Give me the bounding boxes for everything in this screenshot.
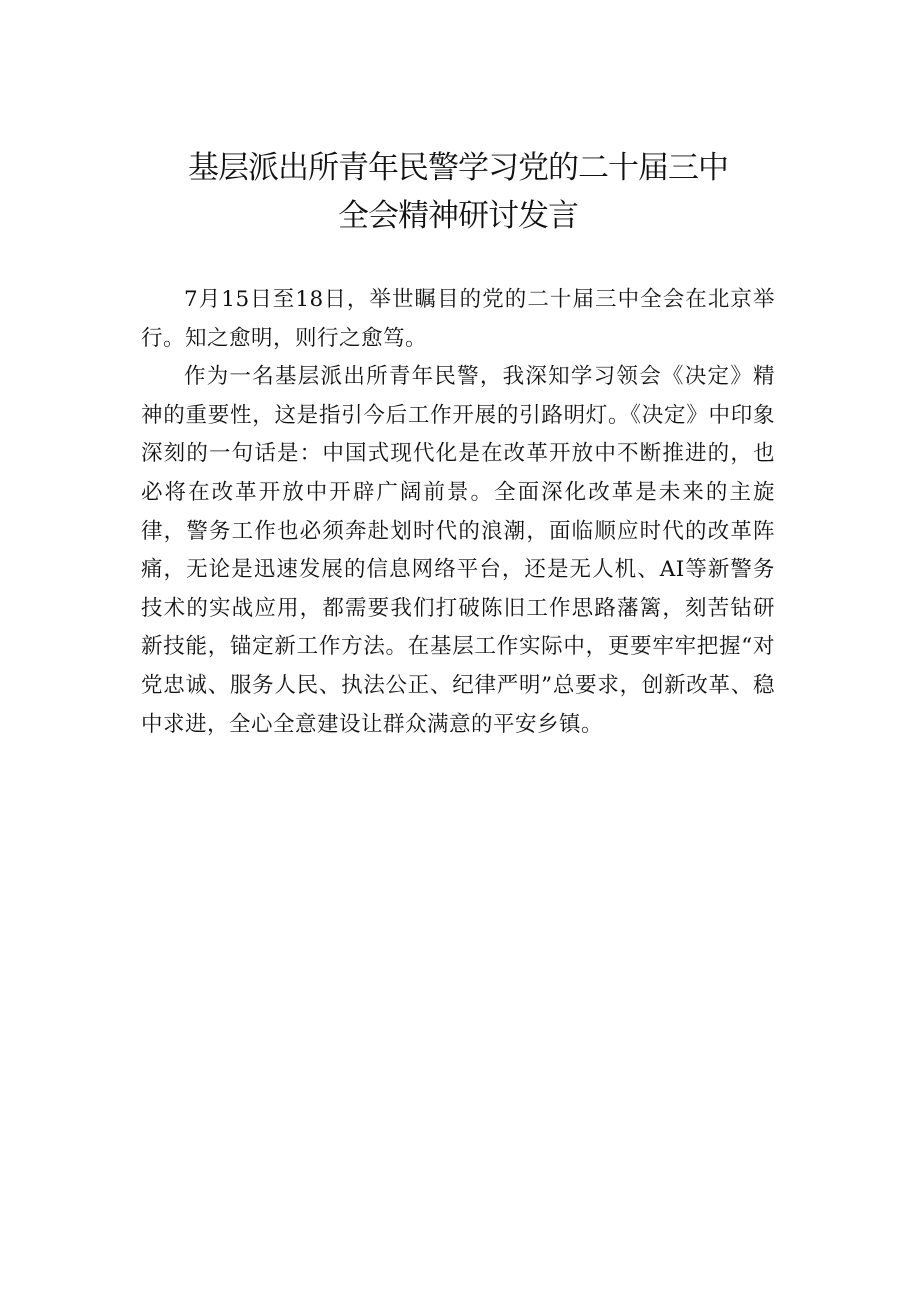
document-body (141, 281, 775, 744)
title-line-2: 全会精神研讨发言 (338, 198, 578, 234)
document-title (141, 144, 775, 240)
paragraph: 作为一名基层派出所青年民警，我深知学习领会《决定》精神的重要性，这是指引今后工作开展的引路明灯。《决定》中印象深刻的一句话是：中国式现代化是在改革开放中不断推进的，也必将在改革开放中开辟广阔前景。全面深化改革是未来的主旋律，警务工作也必须奔赴划时代的浪潮，面临顺应时代的改革阵痛，无论是迅速发展的信息网络平台，还是无人机、AI等新警务技术的实战应用，都需要我们打破陈旧工作思路藩篱，刻苦钻研新技能，锚定新工作方法。在基层工作实际中，更要牢牢把握“对党忠诚、服务人民、执法公正、纪律严明”总要求，创新改革、稳中求进，全心全意建设让群众满意的平安乡镇。 (141, 364, 775, 737)
paragraph: 7月15日至18日，举世瞩目的党的二十届三中全会在北京举行。知之愈明，则行之愈笃。 (141, 287, 775, 351)
title-line-1: 基层派出所青年民警学习党的二十届三中 (188, 150, 728, 186)
